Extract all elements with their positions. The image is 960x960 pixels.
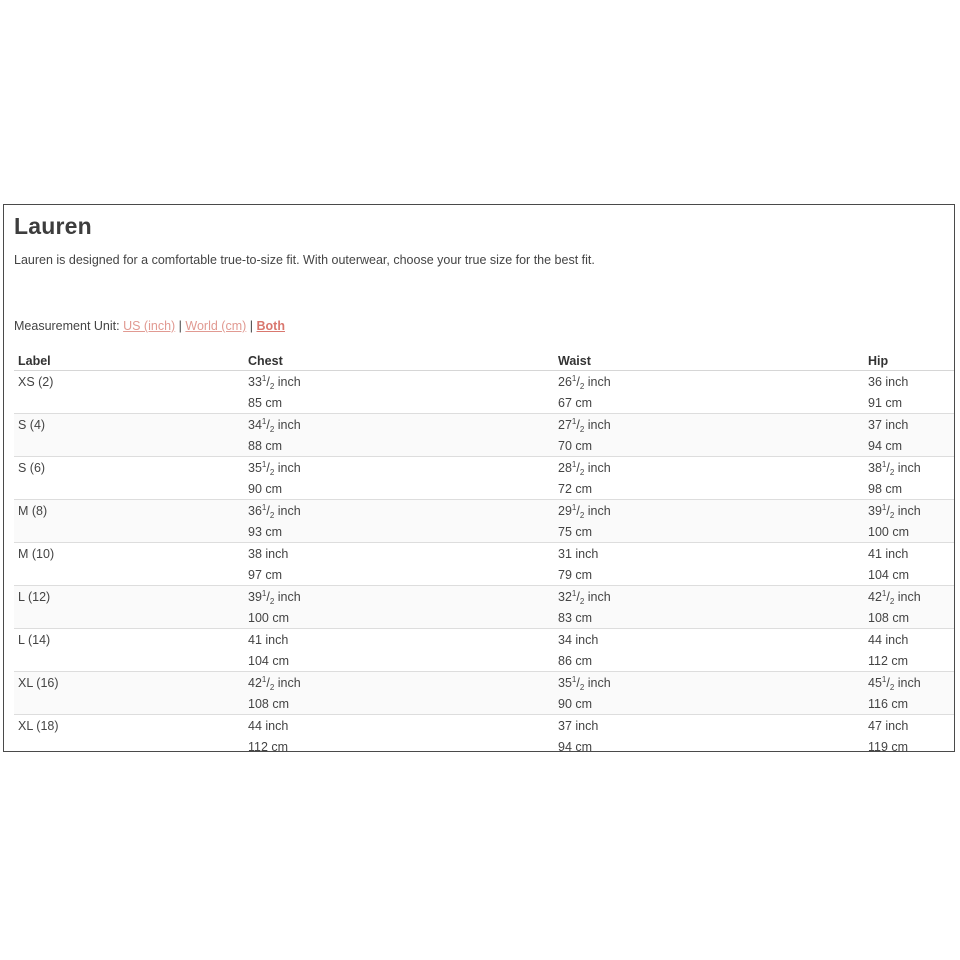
size-table [14, 348, 954, 757]
size-label-cell: M (8) [14, 500, 244, 522]
waist-cm-cell: 79 cm [558, 567, 593, 582]
chest-cm-cell: 108 cm [244, 693, 554, 715]
chest-inch-cell: $35^1/_2$ inch [244, 457, 554, 479]
chest-inch-cell: $33^1/_2$ inch [248, 373, 301, 391]
chest-inch-cell: 41 inch [244, 629, 554, 651]
unit-separator: | [178, 319, 182, 333]
size-chart-panel [3, 204, 955, 752]
empty-cell [14, 607, 244, 629]
chest-cm-cell: 97 cm [248, 567, 283, 582]
chest-cm-cell: 88 cm [244, 435, 554, 457]
hip-inch-cell: 37 inch [864, 414, 954, 436]
table-row-cm [14, 392, 954, 414]
header-label: Label [14, 348, 244, 371]
waist-cm-cell: 75 cm [554, 521, 864, 543]
table-row [14, 371, 954, 393]
waist-cm-cell: 90 cm [554, 693, 864, 715]
unit-link-us[interactable]: US (inch) [123, 319, 176, 333]
hip-inch-cell: 47 inch [864, 715, 954, 737]
empty-cell [14, 392, 244, 414]
measurement-unit-selector [14, 319, 285, 333]
empty-cell [14, 435, 244, 457]
hip-cm-cell: 98 cm [868, 481, 903, 496]
empty-cell [14, 478, 244, 500]
hip-inch-cell: $38^1/_2$ inch [864, 457, 954, 479]
waist-cm-cell: 94 cm [558, 739, 593, 754]
size-label-cell: XL (18) [14, 715, 244, 737]
header-chest: Chest [244, 348, 554, 371]
waist-inch-cell: $28^1/_2$ inch [554, 457, 864, 479]
table-row [14, 715, 954, 737]
size-label-cell: L (12) [14, 586, 244, 608]
table-header-row [14, 348, 954, 371]
table-row-cm [14, 521, 954, 543]
hip-cm-cell: 94 cm [864, 435, 954, 457]
measurement-unit-label: Measurement Unit: [14, 319, 120, 333]
brand-description: Lauren is designed for a comfortable true-to-size fit. With outerwear, choose your true size for the best fit. [14, 253, 595, 267]
table-row [14, 586, 954, 608]
hip-inch-cell: 36 inch [868, 374, 909, 389]
waist-inch-cell: $26^1/_2$ inch [558, 373, 611, 391]
size-label-cell: S (6) [14, 457, 244, 479]
chest-cm-cell: 90 cm [248, 481, 283, 496]
table-row-cm [14, 435, 954, 457]
empty-cell [14, 650, 244, 672]
size-label-cell: XL (16) [14, 672, 244, 694]
hip-cm-cell: 100 cm [864, 521, 954, 543]
waist-cm-cell: 72 cm [558, 481, 593, 496]
waist-inch-cell: 37 inch [554, 715, 864, 737]
header-waist: Waist [554, 348, 864, 371]
chest-inch-cell: 38 inch [244, 543, 554, 565]
size-label-cell: L (14) [14, 629, 244, 651]
hip-cm-cell: 116 cm [864, 693, 954, 715]
unit-link-world[interactable]: World (cm) [185, 319, 247, 333]
hip-cm-cell: 104 cm [868, 567, 909, 582]
hip-inch-cell: 44 inch [864, 629, 954, 651]
chest-cm-cell: 100 cm [244, 607, 554, 629]
table-row [14, 457, 954, 479]
table-row [14, 629, 954, 651]
waist-inch-cell: $29^1/_2$ inch [554, 500, 864, 522]
hip-inch-cell: $42^1/_2$ inch [864, 586, 954, 608]
table-row-cm [14, 650, 954, 672]
hip-inch-cell: 41 inch [864, 543, 954, 565]
hip-cm-cell: 91 cm [868, 395, 903, 410]
chest-inch-cell: $36^1/_2$ inch [244, 500, 554, 522]
hip-cm-cell: 119 cm [868, 739, 909, 754]
waist-inch-cell: 34 inch [554, 629, 864, 651]
waist-inch-cell: $35^1/_2$ inch [554, 672, 864, 694]
hip-inch-cell: $45^1/_2$ inch [864, 672, 954, 694]
chest-inch-cell: $34^1/_2$ inch [244, 414, 554, 436]
chest-cm-cell: 104 cm [248, 653, 289, 668]
table-row [14, 543, 954, 565]
size-label-cell: M (10) [14, 543, 244, 565]
unit-link-both[interactable]: Both [256, 319, 285, 333]
waist-cm-cell: 86 cm [558, 653, 593, 668]
empty-cell [14, 736, 244, 757]
chest-inch-cell: $42^1/_2$ inch [244, 672, 554, 694]
table-row [14, 672, 954, 694]
size-table-body [14, 371, 954, 758]
chest-inch-cell: 44 inch [244, 715, 554, 737]
waist-cm-cell: 70 cm [554, 435, 864, 457]
hip-cm-cell: 112 cm [868, 653, 909, 668]
waist-cm-cell: 83 cm [554, 607, 864, 629]
empty-cell [14, 564, 244, 586]
empty-cell [14, 521, 244, 543]
waist-inch-cell: $27^1/_2$ inch [554, 414, 864, 436]
chest-cm-cell: 85 cm [248, 395, 283, 410]
header-hip: Hip [864, 348, 954, 371]
waist-inch-cell: 31 inch [554, 543, 864, 565]
size-label-cell: S (4) [14, 414, 244, 436]
table-row [14, 414, 954, 436]
chest-cm-cell: 93 cm [244, 521, 554, 543]
size-label-cell: XS (2) [18, 374, 54, 389]
hip-inch-cell: $39^1/_2$ inch [864, 500, 954, 522]
waist-cm-cell: 67 cm [558, 395, 593, 410]
brand-title: Lauren [14, 213, 92, 239]
unit-separator: | [249, 319, 254, 333]
table-row-cm [14, 564, 954, 586]
table-row-cm [14, 478, 954, 500]
table-row-cm [14, 607, 954, 629]
table-row-cm [14, 736, 954, 757]
hip-cm-cell: 108 cm [864, 607, 954, 629]
chest-inch-cell: $39^1/_2$ inch [244, 586, 554, 608]
waist-inch-cell: $32^1/_2$ inch [554, 586, 864, 608]
chest-cm-cell: 112 cm [248, 739, 289, 754]
table-row-cm [14, 693, 954, 715]
empty-cell [14, 693, 244, 715]
table-row [14, 500, 954, 522]
